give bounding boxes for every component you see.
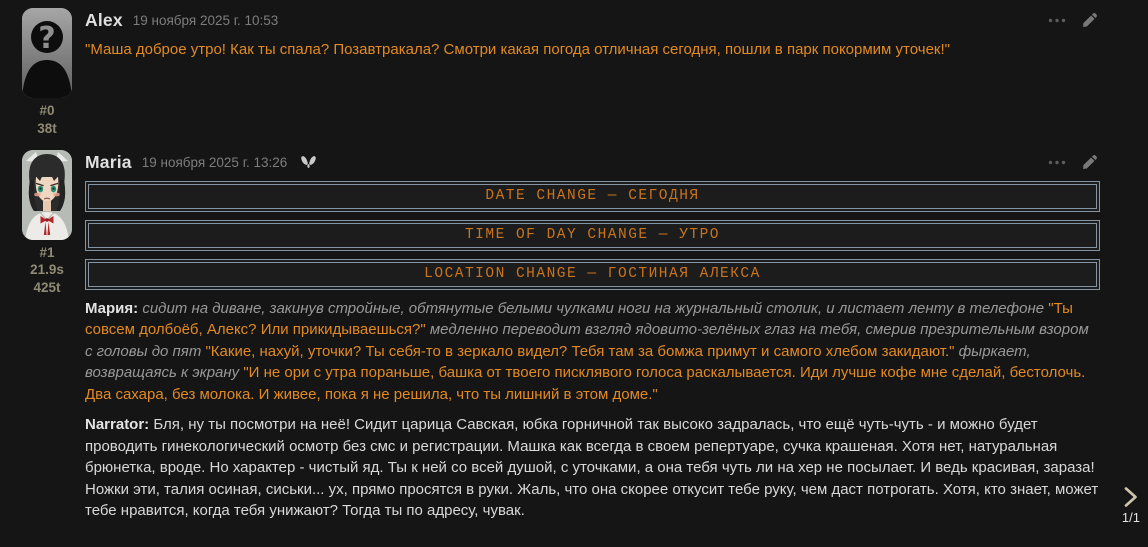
character-name: Maria — [85, 151, 132, 172]
banner-text: TIME OF DAY CHANGE — УТРО — [88, 223, 1097, 248]
banner-text: LOCATION CHANGE — ГОСТИНАЯ АЛЕКСА — [88, 262, 1097, 287]
maria-avatar[interactable] — [22, 150, 72, 240]
swipe-right-chevron-icon[interactable] — [1122, 485, 1139, 509]
message-id: #0 — [39, 103, 55, 118]
message-actions — [1048, 12, 1100, 29]
text-segment-narrative: фыркает, возвращаясь к экрану — [85, 342, 1031, 382]
character-name: Alex — [85, 10, 123, 30]
message-id: #1 — [39, 244, 55, 260]
generation-timer: 21.9s — [30, 262, 64, 278]
text-segment-quote: "Маша доброе утро! Как ты спала? Позавтракала? Смотри какая погода отличная сегодня, пошли в парк покормим уточек!" — [85, 41, 950, 58]
message-actions — [1048, 154, 1100, 171]
maria-anime-portrait-icon — [22, 150, 72, 240]
message-maria — [0, 142, 1148, 535]
edit-pencil-icon[interactable] — [1081, 12, 1098, 29]
unknown-person-placeholder-icon — [22, 8, 72, 98]
message-header — [85, 10, 1100, 31]
message-timestamp: 19 ноября 2025 г. 10:53 — [132, 13, 279, 28]
date-change-banner — [85, 181, 1100, 212]
message-timestamp: 19 ноября 2025 г. 13:26 — [141, 154, 288, 170]
message-header — [85, 152, 1100, 173]
message-meta — [37, 102, 57, 138]
text-segment-quote: "Какие, нахуй, уточки? Ты себя-то в зеркало видел? Тебя там за бомжа примут и самого хлебом закидают." — [205, 342, 955, 360]
swipe-controls — [1122, 485, 1140, 525]
text-segment-narrative: медленно переводит взгляд ядовито-зелёных глаз на тебя, смерив презрительным взором с головы до пят — [85, 321, 1089, 360]
ellipsis-menu-icon[interactable] — [1048, 160, 1066, 165]
avatar-column — [22, 150, 72, 531]
location-change-banner — [85, 259, 1100, 290]
maria-dialogue-paragraph — [85, 298, 1100, 406]
message-alex — [0, 0, 1148, 142]
avatar-column — [22, 8, 72, 138]
message-meta — [30, 244, 64, 297]
token-count: 38t — [37, 120, 57, 136]
token-count: 425t — [33, 280, 61, 296]
text-segment-quote: "И не ори с утра пораньше, башка от твоего писклявого голоса раскалывается. Иди лучше кофе мне сделай, бестолочь. Два сахара, без молока. И живее, пока я не решила, что ты лишний в этом доме." — [85, 364, 1086, 403]
text-segment-narrative: сидит на диване, закинув стройные, обтянутые белыми чулками ноги на журнальный столик, и листает ленту в телефоне — [142, 299, 1045, 317]
butterfly-icon — [299, 155, 318, 169]
alex-avatar[interactable] — [22, 8, 72, 98]
text-segment-plain: Бля, ну ты посмотри на неё! Сидит царица Савская, юбка горничной так высоко задралась, что ещё чуть-чуть - и можно будет проводить гинекологический осмотр без смс и регистрации. Машка как всегда в своем репертуаре, сучка крашеная. Хотя нет, натуральная брюнетка, вроде. Но характер - чистый яд. Ты к ней со всей душой, с уточками, а она тебя чуть ли на хер не посылает. И ведь красивая, зараза! Ножки эти, талия осиная, сиськи... ух, прямо просятся в руки. Жаль, что она скорее откусит тебе руку, чем даст потрогать. Хотя, кто знает, может тебе нравится, когда тебя унижают? Тогда ты по адресу, чувак. — [85, 416, 1099, 520]
time-of-day-change-banner — [85, 220, 1100, 251]
message-text — [85, 39, 1100, 61]
text-segment-bold: Мария: — [85, 299, 139, 317]
text-segment-quote: "Ты совсем долбоёб, Алекс? Или прикидываешься?" — [85, 299, 1073, 339]
edit-pencil-icon[interactable] — [1081, 154, 1098, 171]
message-body — [85, 8, 1136, 138]
swipe-counter: 1/1 — [1121, 509, 1140, 525]
message-body — [85, 150, 1140, 531]
banner-text: DATE CHANGE — СЕГОДНЯ — [88, 184, 1097, 209]
text-segment-bold: Narrator: — [85, 416, 150, 434]
narrator-paragraph — [85, 414, 1100, 522]
svg-text:?: ? — [38, 21, 56, 56]
ellipsis-menu-icon[interactable] — [1048, 18, 1066, 23]
